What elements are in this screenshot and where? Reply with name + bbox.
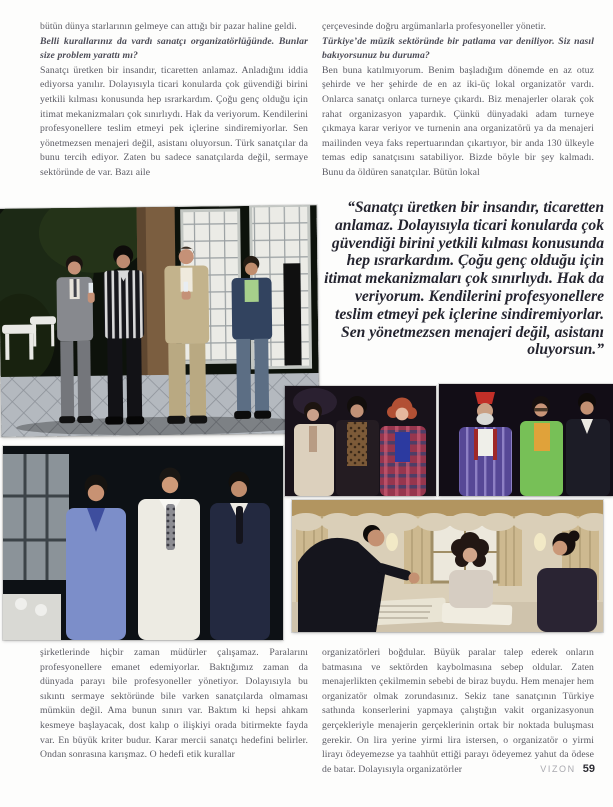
page-number: 59	[582, 763, 595, 775]
paragraph-continuation: bütün dünya starlarının gelmeye can attığı bir pazar haline geldi.	[40, 21, 297, 32]
background-mirror	[3, 454, 69, 640]
interview-question: Belli kurallarınız da vardı sanatçı organizatörlüğünde. Bunlar size problem yarattı mı?	[40, 35, 308, 62]
photo-garden-party-group	[0, 205, 319, 437]
magazine-name: VIZON	[540, 764, 576, 774]
distant-guest-silhouette	[283, 263, 301, 365]
photo-trio-with-redhead	[285, 386, 436, 496]
photo-three-suits-svg	[3, 446, 283, 640]
photo-salon-meeting	[292, 500, 603, 632]
interview-answer: organizatörleri boğdular. Büyük paralar talep ederek onların batmasına ve sektörden kaybolmasına sebep oldular. Zaten menajerlikten çekilmemin sebebi de biraz buydu. Hem menajer hem organizatör olmak zorundasınız. Sekiz tane sanatçının Türkiye sathında konserlerini yapmaya çalıştığın vakit organizasyonun gerçekleriyle menajerin gerçeklerinin ortak bir noktada buluşması gerekir. On lira yerine yirmi lira istersen, o organizatör o yirmi lirayı ödeyemezse ya taahhüt ettiği parayı ödeyemez yahut da ödese de batar. Dolayısıyla organizatörler	[322, 647, 594, 775]
column-bottom-right	[322, 646, 594, 777]
column-top-right	[322, 20, 594, 181]
interview-answer: şirketlerinde hiçbir zaman müdürler çalışamaz. Paralarını profesyonellere emanet edemiyorlar. Baktığımız zaman da dünyada parayı bile profesyoneller yönetiyor. Dolayısıyla bu sıkıntı sermaye sektöründe bile varken sanatçılarda olmaması mümkün değil. Ama bunun sınırı var. Baktım ki hepsi ahkam kesmeye başlayacak, dost kalıp o ilişkiyi orada bitirmekte fayda var. En büyük kriter budur. Karar mercii sanatçı hedefini belirler. Ondan sonrasına karışmaz. O hedefi etik kurallar	[40, 647, 308, 761]
photo-trio-right-svg	[439, 384, 613, 496]
page-footer	[495, 759, 595, 777]
interview-question: Türkiye’de müzik sektöründe bir patlama var deniliyor. Siz nasıl bakıyorsunuz bu duruma?	[322, 35, 594, 62]
interview-answer: Ben buna katılmıyorum. Benim başladığım dönemde en az otuz şehirde ve her şehirde de en az iki-üç lokal organizatör vardı. Onlarca sanatçı onlarca turneye çıkardı. Biz menajerler olarak çok rahat organizasyon yapardık. Çünkü dünyadaki adam turneye çıkmaya karar veriyor ve turnenin ana organizatörü ya da menajeri mailinden veya faks repertuarından çıkartıyor, bir anda 130 ülkeyle temas edip sanatçısını satabiliyor. Bizde böyle bir şey kalmadı. Bunu da öldüren sanatçılar. Bütün lokal	[322, 64, 594, 178]
photo-garden-party-svg	[0, 205, 319, 437]
photo-salon-meeting-svg	[292, 500, 603, 632]
interview-answer: Sanatçı üretken bir insandır, ticaretten anlamaz. Anladığını iddia ediyorsa yanılır. Dolayısıyla ticari konularda çok güvendiği birini yetkili kılması konusunda hep ısrarkardım. Çoğu genç olduğu için itimat mekanizmaları çok sınırlıydı. Hak da veriyorum. Kendilerini profesyonellere teslim etmeyi pek içlerine sindiremiyorlar. Sen yönetmezsen menajeri değil, asistanı oluyorsun. Türk sanatçılar da bunu tercih ediyor. Zaten bu sadece sanatçılarda değil, sermaye sektöründe de var. Bazı aile	[40, 64, 308, 178]
pull-quote: “Sanatçı üretken bir insandır, ticaretten anlamaz. Dolayısıyla ticari konularda çok güvendiği birini yetkili kılması konusunda hep ısrarkardım. Çoğu genç olduğu için itimat mekanizmaları çok sınırlıydı. Hak da veriyorum. Kendilerini profesyonellere teslim etmeyi pek içlerine sindiremiyorlar. Sen yönetmezsen menajeri değil, asistanı oluyorsun.”	[324, 199, 604, 359]
column-bottom-left	[40, 646, 308, 763]
column-top-left	[40, 20, 308, 181]
photo-trio-left-svg	[285, 386, 436, 496]
wall-sconce	[534, 533, 546, 551]
photo-three-suits	[3, 446, 283, 640]
photo-trio-with-fez	[439, 384, 613, 496]
wall-sconce	[386, 533, 398, 551]
paragraph-continuation: çerçevesinde doğru argümanlarla profesyoneller yönetir.	[322, 21, 547, 32]
valance	[292, 500, 603, 531]
